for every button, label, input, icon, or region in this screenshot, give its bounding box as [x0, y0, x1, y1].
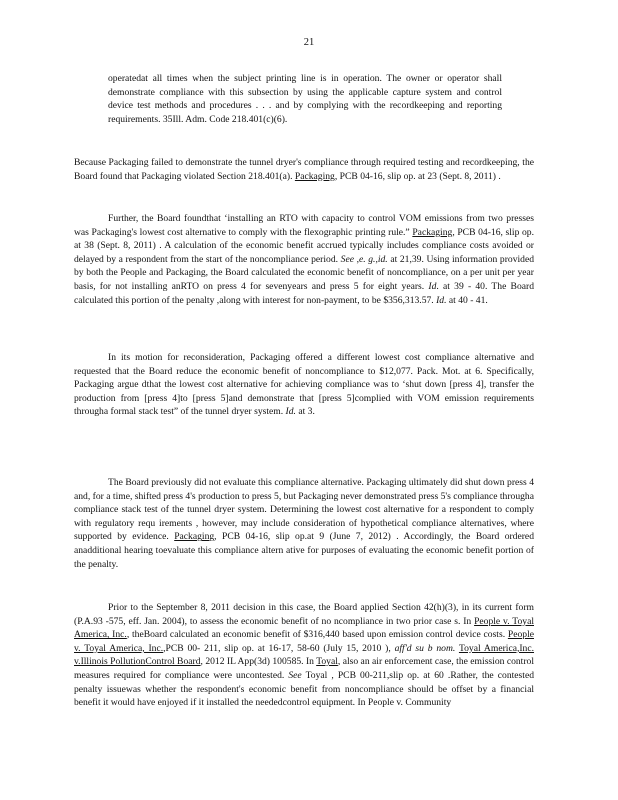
- paragraph-board-evaluation: [74, 476, 534, 571]
- paragraph-text: Prior to the September 8, 2011 decision in this case, the Board applied Section 42(h)(3), in its current form (P.A.93 -575, eff. Jan. 2004), to assess the economic benefit of no ncompliance in two prior case s. In: [74, 602, 534, 627]
- case-citation: People v. Toyal America, Inc.: [74, 615, 534, 641]
- paragraph-text: , theBoard calculated an economic benefit of $316,440 based upon emission control device costs.: [126, 629, 506, 641]
- case-citation: Packaging: [174, 531, 215, 543]
- paragraph-text: The Board previously did not evaluate this compliance alternative. Packaging ultimately did shut down press 4 and, for a time, shifted press 4's production to press 5, but Packaging never demonstrated press 5's compliance througha compliance stack test of the tunnel dryer system. Determining the lowest cost alternative for a respondent to comply with regulatory requ irements , however, may include consideration of hypothetical compliance alternatives, where supported by evidence.: [74, 477, 534, 543]
- paragraph-text: , PCB 04-16, slip op. at 23 (Sept. 8, 2011) .: [334, 170, 501, 182]
- paragraph-reconsideration: [74, 351, 534, 419]
- paragraph-text: , PCB 04-16, slip op. at 38 (Sept. 8, 2011) . A calculation of the economic benefit accrued typically includes compliance costs avoided or delayed by a respondent from the start of the noncompliance period.: [74, 226, 534, 265]
- paragraph-dryer-violation: [74, 156, 534, 183]
- paragraph-text: , PCB 04-16, slip op.at 9 (June 7, 2012) . Accordingly, the Board ordered anadditional hearing toevaluate this compliance altern ative for purposes of evaluating the economic benefit portion of the penalty.: [74, 531, 534, 570]
- paragraph-text: Because Packaging failed to demonstrate the tunnel dryer's compliance through required testing and recordkeeping, the Board found that Packaging violated Section 218.401(a).: [74, 157, 534, 182]
- case-citation: Toyal America,Inc. v.Illinois PollutionControl Board: [74, 642, 535, 668]
- case-citation: Packaging: [412, 226, 453, 238]
- paragraph-text: at 40 - 41.: [448, 294, 488, 306]
- page-number: 21: [303, 37, 315, 48]
- paragraph-text: Toyal , PCB 00-211,slip op. at 60 .Rather, the contested penalty issuewas whether the respondent's economic benefit from noncompliance should be offset by a financial benefit it would have enjoyed if it installed the neededcontrol equipment. In People v. Community: [74, 669, 534, 709]
- block-quote-text: operatedat all times when the subject printing line is in operation. The owner or operator shall demonstrate compliance with this subsection by using the applicable capture system and control device test methods and procedures . . . and by complying with the recordkeeping and reporting requirements. 35Ill. Adm. Code 218.401(c)(6).: [108, 73, 502, 125]
- paragraph-text: ,PCB 00- 211, slip op. at 16-17, 58-60 (July 15, 2010 ),: [163, 642, 391, 654]
- signal-italic: See: [288, 669, 302, 681]
- paragraph-text: . at 39 - 40. The Board calculated this portion of the penalty ,along with interest for non-payment, to be $356,313.57.: [74, 280, 534, 306]
- case-citation: People v. Toyal America, Inc.: [74, 629, 534, 654]
- paragraph-economic-benefit: [74, 212, 534, 307]
- case-citation: Toyal: [316, 656, 338, 668]
- paragraph-text: Further, the Board foundthat ‘installing an RTO with capacity to control VOM emissions from two presses was Packaging's lowest cost alternative to comply with the flexographic printing rule.”: [74, 213, 534, 238]
- paragraph-prior-cases: [74, 601, 534, 710]
- case-citation: Packaging: [294, 170, 335, 182]
- paragraph-text: , also an air enforcement case, the emission control measures required for compliance were uncontested.: [74, 656, 534, 681]
- paragraph-text: , 2012 IL App(3d) 100585. In: [200, 656, 314, 668]
- block-quote: [108, 72, 502, 126]
- signal-italic: aff'd su b nom.: [394, 642, 456, 654]
- paragraph-text: In its motion for reconsideration, Packaging offered a different lowest cost compliance alternative and requested that the Board reduce the economic benefit of noncompliance to $12,077. Pack. Mot. at 6. Specifically, Packaging argue dthat the lowest cost alternative for achieving compliance was to ‘shut down [press 4], transfer the production from [press 4]to [press 5]and demonstrate that [press 5]complied with VOM emission requirements througha formal stack test” of the tunnel dryer system.: [74, 352, 534, 418]
- signal-italic: Id.: [436, 294, 447, 306]
- paragraph-text: at 3.: [298, 406, 315, 418]
- signal-italic: Id.: [285, 406, 296, 418]
- paragraph-text: at 21,39. Using information provided by both the People and Packaging, the Board calculated the economic benefit of noncompliance, on a per unit per year basis, for not installing anRTO on press 4 for sevenyears and press 5 for eight years.: [74, 253, 535, 292]
- signal-italic: See ,e. g.,id.: [340, 253, 388, 265]
- signal-italic: Id: [428, 280, 437, 292]
